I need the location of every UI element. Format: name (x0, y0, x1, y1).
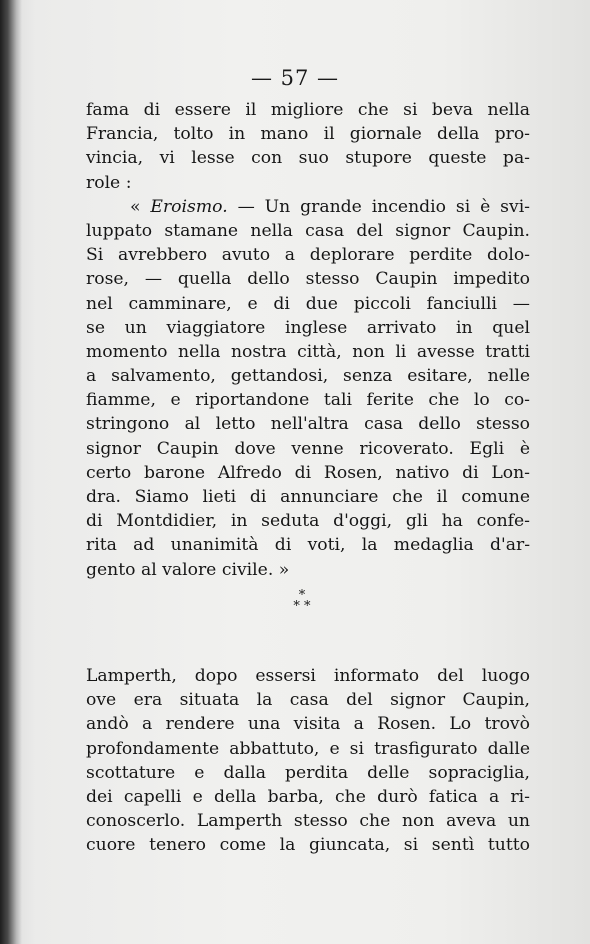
text-line: dei capelli e della barba, che durò fatica a ri- (86, 786, 530, 807)
text-line: a salvamento, gettandosi, senza esitare, nelle (86, 366, 530, 387)
text-line: nel camminare, e di due piccoli fanciulli — (86, 293, 530, 314)
text-line: andò a rendere una visita a Rosen. Lo trovò (86, 714, 530, 735)
text-line: fiamme, e riportandone tali ferite che lo co- (86, 390, 530, 411)
quote-open: « (130, 196, 151, 217)
asterism-bottom-stars: * * (293, 599, 311, 614)
text-line: gento al valore civile. » (86, 559, 290, 580)
text-line: dra. Siamo lieti di annunciare che il comune (86, 487, 530, 507)
text-line: vincia, vi lesse con suo stupore queste pa- (86, 148, 530, 169)
text-line: role : (86, 172, 132, 193)
binding-shadow (0, 0, 22, 944)
text-line: signor Caupin dove venne ricoverato. Egli è (86, 438, 530, 459)
paragraph-2 (86, 664, 530, 858)
page-number: — 57 — (250, 66, 340, 90)
section-asterism (282, 590, 322, 612)
text-line: cuore tenero come la giuncata, si sentì tutto (86, 835, 530, 856)
text-line: scottature e dalla perdita delle sopraciglia, (86, 762, 530, 783)
text-line: stringono al letto nell'altra casa dello stesso (86, 414, 530, 435)
text-line: fama di essere il migliore che si beva nella (86, 100, 530, 120)
asterism-top-star: * (298, 588, 306, 603)
text-line: rose, — quella dello stesso Caupin impedito (86, 269, 530, 290)
text-line: profondamente abbattuto, e si trasfigurato dalle (86, 738, 530, 759)
text-line: momento nella nostra città, non li avesse tratti (86, 341, 530, 362)
text-line: luppato stamane nella casa del signor Caupin. (86, 220, 530, 241)
text-line: se un viaggiatore inglese arrivato in quel (86, 317, 530, 338)
text-line: Lamperth, dopo essersi informato del luogo (86, 666, 530, 686)
paragraph-1 (86, 98, 530, 582)
text-line: Si avrebbero avuto a deplorare perdite dolo- (86, 245, 530, 266)
text-line: conoscerlo. Lamperth stesso che non aveva un (86, 811, 530, 832)
newspaper-quote-heading-line (86, 195, 530, 219)
text-line: di Montdidier, in seduta d'oggi, gli ha confe- (86, 511, 530, 532)
text-line: ove era situata la casa del signor Caupin, (86, 690, 530, 711)
text-line: Francia, tolto in mano il giornale della pro- (86, 124, 530, 145)
text-line: certo barone Alfredo di Rosen, nativo di Lon- (86, 462, 530, 483)
text-line: rita ad unanimità di voti, la medaglia d'ar- (86, 535, 530, 556)
quote-title: Eroismo. (150, 196, 228, 217)
quote-first-line-rest: — Un grande incendio si è svi- (227, 196, 530, 217)
